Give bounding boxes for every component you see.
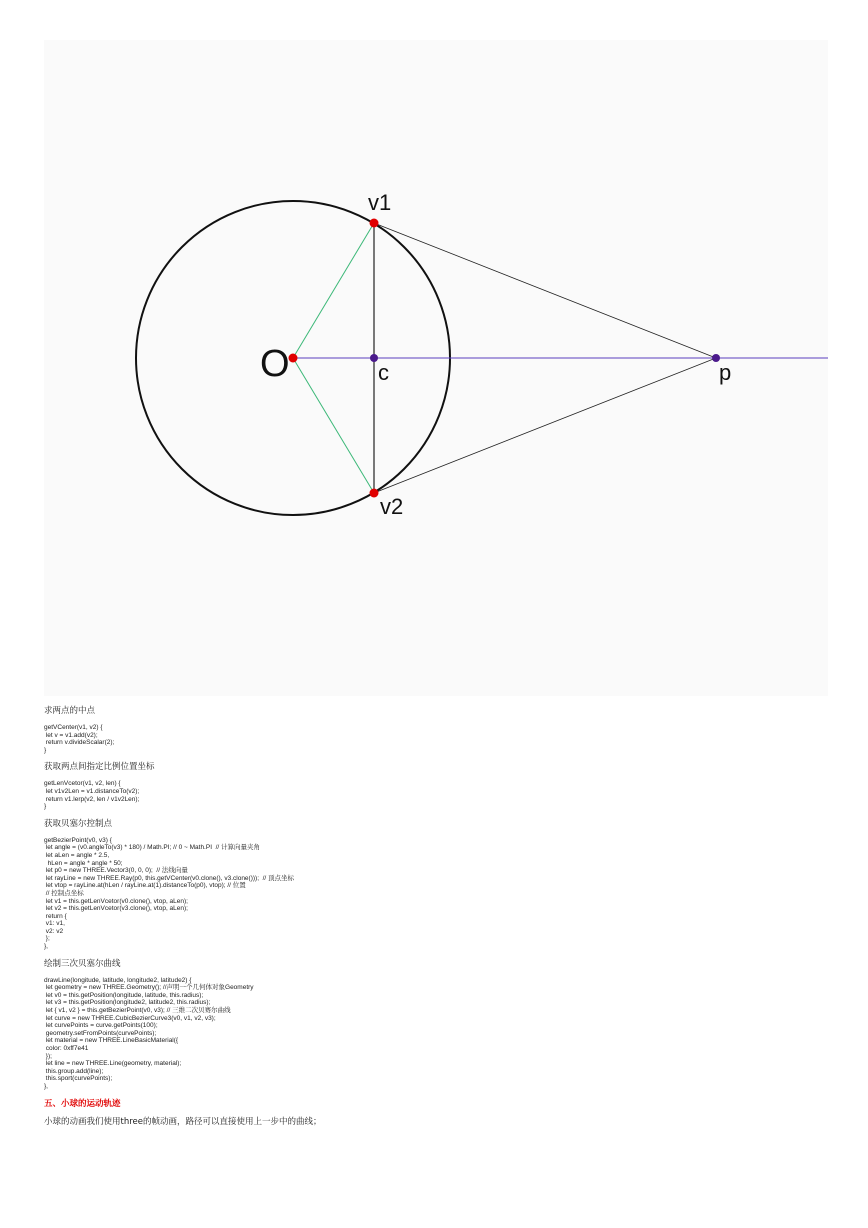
section5-title: 五、小球的运动轨迹 xyxy=(44,1098,121,1109)
line-o-v2 xyxy=(293,358,374,493)
code-block: getBezierPoint(v0, v3) { let angle = (v0.angleTo(v3) * 180) / Math.PI; // 0 ~ Math.PI // 计算向量夹角 let aLen = angle * 2.5, hLen = angle * angle * 50; let p0 = new THREE.Vector3(0, 0, 0); // 法线向量 let rayLine = new THREE.Ray(p0, this.getVCenter(v0.clone(), v3.clone())); // 顶点坐标 let vtop = rayLine.at(hLen / rayLine.at(1).distanceTo(p0), vtop); // 位置 // 控制点坐标 let v1 = this.getLenVcetor(v0.clone(), vtop, aLen); let v2 = this.getLenVcetor(v3.clone(), vtop, aLen); return { v1: v1, v2: v2 }; }, xyxy=(44,836,295,951)
section-ratio-point xyxy=(44,760,834,810)
section-bezier-control xyxy=(44,817,834,951)
point-o xyxy=(289,354,298,363)
section-heading: 求两点的中点 xyxy=(44,706,96,716)
diagram-svg xyxy=(44,40,828,696)
point-c xyxy=(370,354,378,362)
geometry-diagram xyxy=(44,40,828,696)
section-heading: 获取贝塞尔控制点 xyxy=(44,818,113,829)
line-v1-p xyxy=(374,223,716,358)
label-v1: v1 xyxy=(368,190,392,215)
section-heading: 绘制三次贝塞尔曲线 xyxy=(44,958,121,969)
label-p: p xyxy=(719,360,732,385)
line-o-v1 xyxy=(293,223,374,358)
code-block: getLenVcetor(v1, v2, len) { let v1v2Len = v1.distanceTo(v2); return v1.lerp(v2, len / v1v2Len); } xyxy=(44,780,140,811)
point-v1 xyxy=(370,219,379,228)
section-midpoint xyxy=(44,704,834,754)
label-o: O xyxy=(260,343,290,385)
code-block: getVCenter(v1, v2) { let v = v1.add(v2); return v.divideScalar(2); } xyxy=(44,724,115,754)
section-draw-curve xyxy=(44,957,834,1091)
section-heading: 获取两点间指定比例位置坐标 xyxy=(44,762,155,773)
section5-text: 小球的动画我们使用three的帧动画，路径可以直接使用上一步中的曲线； xyxy=(44,1116,322,1127)
code-block: drawLine(longitude, latitude, longitude2, latitude2) { let geometry = new THREE.Geometry(); //声明一个几何体对象Geometry let v0 = this.getPosition(longitude, latitude, this.radius); let v3 = this.getPosition(longitude2, latitude2, this.radius); let { v1, v2 } = this.getBezierPoint(v0, v3); // 三维二次贝赛尔曲线 let curve = new THREE.CubicBezierCurve3(v0, v1, v2, v3); let curvePoints = curve.getPoints(100); geometry.setFromPoints(curvePoints); let material = new THREE.LineBasicMaterial({ color: 0xff7e41 }); let line = new THREE.Line(geometry, material); this.group.add(line); this.sport(curvePoints); }, xyxy=(44,976,254,1090)
label-v2: v2 xyxy=(380,494,404,519)
line-v2-p xyxy=(374,358,716,493)
document-body xyxy=(44,700,834,1129)
label-c: c xyxy=(378,360,389,385)
point-v2 xyxy=(370,489,379,498)
